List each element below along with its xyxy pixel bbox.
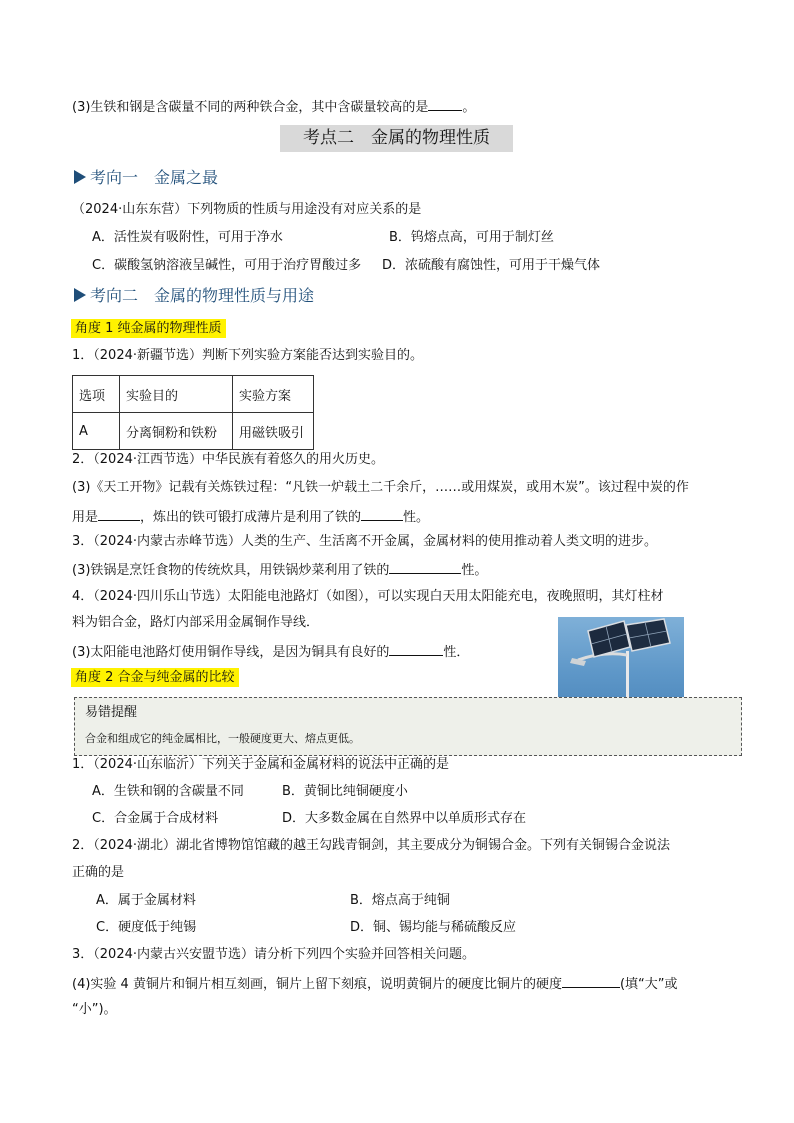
table-header: 选项 <box>73 376 120 413</box>
option-a: A．活性炭有吸附性，可用于净水 <box>92 230 283 245</box>
triangle-icon <box>74 288 86 302</box>
table-row <box>73 413 314 450</box>
answer-blank <box>428 96 462 111</box>
tip-title: 易错提醒 <box>85 705 138 720</box>
question-line: 料为铝合金，路灯内部采用金属铜作导线． <box>72 615 320 630</box>
option-b: B．钨熔点高，可用于制灯丝 <box>389 230 554 245</box>
question-text: (3)铁锅是烹饪食物的传统炊具，用铁锅炒菜利用了铁的 <box>72 563 390 578</box>
option-d: D．浓硫酸有腐蚀性，可用于干燥气体 <box>382 258 601 273</box>
option-d: D．大多数金属在自然界中以单质形式存在 <box>282 811 527 826</box>
direction-heading-1 <box>74 167 218 189</box>
option-c: C．硬度低于纯锡 <box>96 920 197 935</box>
table-cell: 分离铜粉和铁粉 <box>120 413 233 450</box>
question-stem-cont: 正确的是 <box>72 865 125 880</box>
question-stem: 3．（2024·内蒙古兴安盟节选）请分析下列四个实验并回答相关问题。 <box>72 947 475 962</box>
question-text: 性． <box>443 645 470 660</box>
answer-blank <box>361 506 403 521</box>
question-stem: 2．（2024·湖北）湖北省博物馆馆藏的越王勾践青铜剑，其主要成分为铜锡合金。下列有关铜锡合金说法 <box>72 838 670 853</box>
experiment-table <box>72 375 314 450</box>
answer-blank <box>389 559 461 574</box>
direction-heading-2 <box>74 285 314 307</box>
question-stem: 1．（2024·山东临沂）下列关于金属和金属材料的说法中正确的是 <box>72 757 449 772</box>
table-header: 实验目的 <box>120 376 233 413</box>
question-text: 用是 <box>72 510 99 525</box>
tip-body: 合金和组成它的纯金属相比，一般硬度更大、熔点更低。 <box>85 732 360 745</box>
option-a: A．属于金属材料 <box>96 893 196 908</box>
angle-label-2: 角度 2 合金与纯金属的比较 <box>71 668 239 687</box>
question-text: 性。 <box>461 563 488 578</box>
question-line <box>72 641 469 663</box>
option-c: C．碳酸氢钠溶液呈碱性，可用于治疗胃酸过多 <box>92 258 362 273</box>
question-stem: 3．（2024·内蒙古赤峰节选）人类的生产、生活离不开金属，金属材料的使用推动着人类文明的进步。 <box>72 534 657 549</box>
direction-label: 考向一 金属之最 <box>90 168 219 187</box>
question-stem: （2024·山东东营）下列物质的性质与用途没有对应关系的是 <box>72 202 422 217</box>
question-line <box>72 506 429 528</box>
question-stem: 1．（2024·新疆节选）判断下列实验方案能否达到实验目的。 <box>72 348 423 363</box>
answer-blank <box>389 641 443 656</box>
question-3-line <box>72 96 475 118</box>
option-b: B．黄铜比纯铜硬度小 <box>282 784 408 799</box>
table-header: 实验方案 <box>233 376 314 413</box>
question-line <box>72 973 678 995</box>
question-text: (4)实验 4 黄铜片和铜片相互刻画，铜片上留下刻痕，说明黄铜片的硬度比铜片的硬度 <box>72 977 562 992</box>
option-c: C．合金属于合成材料 <box>92 811 219 826</box>
table-cell: A <box>73 413 120 450</box>
question-stem: 2．（2024·江西节选）中华民族有着悠久的用火历史。 <box>72 452 384 467</box>
question-text: 性。 <box>403 510 430 525</box>
option-d: D．铜、锡均能与稀硫酸反应 <box>350 920 517 935</box>
question-stem: 4．（2024·四川乐山节选）太阳能电池路灯（如图），可以实现白天用太阳能充电，夜晚照明，其灯柱材 <box>72 589 664 604</box>
question-text: (3)生铁和钢是含碳量不同的两种铁合金，其中含碳量较高的是 <box>72 100 429 115</box>
angle-label-1: 角度 1 纯金属的物理性质 <box>71 319 226 338</box>
answer-blank <box>98 506 140 521</box>
direction-label: 考向二 金属的物理性质与用途 <box>90 286 315 305</box>
table-header-row <box>73 376 314 413</box>
triangle-icon <box>74 170 86 184</box>
error-tip-box <box>74 697 742 756</box>
question-text: (填“大”或 <box>619 977 678 992</box>
question-line <box>72 559 487 581</box>
section-title: 考点二 金属的物理性质 <box>280 125 513 152</box>
question-line: (3)《天工开物》记载有关炼铁过程：“凡铁一炉载土二千余斤，……或用煤炭，或用木炭”。该过程中炭的作 <box>72 480 689 495</box>
question-text: (3)太阳能电池路灯使用铜作导线，是因为铜具有良好的 <box>72 645 390 660</box>
option-a: A．生铁和钢的含碳量不同 <box>92 784 244 799</box>
question-text: ，炼出的铁可锻打成薄片是利用了铁的 <box>140 510 362 525</box>
table-cell: 用磁铁吸引 <box>233 413 314 450</box>
answer-blank <box>562 973 620 988</box>
option-b: B．熔点高于纯铜 <box>350 893 450 908</box>
question-line: “小”)。 <box>72 1002 117 1017</box>
question-text-end: 。 <box>462 100 476 115</box>
